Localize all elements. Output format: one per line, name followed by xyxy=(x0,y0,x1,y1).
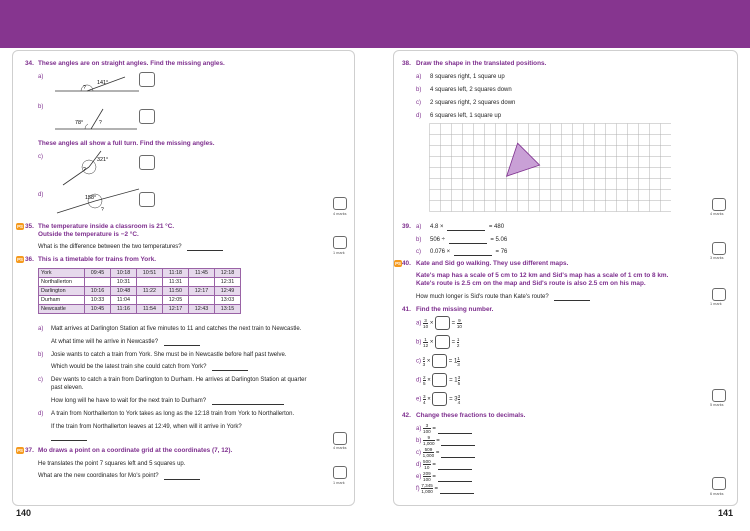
q36-c-question xyxy=(51,397,284,405)
table-row xyxy=(39,269,241,278)
q41-a xyxy=(416,316,462,330)
q36-b-answer-line[interactable] xyxy=(212,365,248,371)
q36-a-label: a) xyxy=(38,326,44,332)
table-cell: 10:45 xyxy=(85,305,111,314)
right-page xyxy=(393,50,738,506)
q36-d-answer-line[interactable] xyxy=(51,435,87,441)
q42-marks: 6 marks xyxy=(710,492,724,496)
fraction xyxy=(423,375,426,386)
q39-c-right: = 76 xyxy=(495,249,508,255)
q41-d-label: d) xyxy=(416,377,422,384)
frac-numerator: 3 xyxy=(424,317,427,323)
q35-question xyxy=(38,243,223,251)
frac-numerator: 3 xyxy=(423,393,426,399)
q41-d xyxy=(416,373,460,387)
table-cell: 12:49 xyxy=(215,287,241,296)
q35-marks: 1 mark xyxy=(333,251,345,255)
ps-flag-icon: PS xyxy=(17,257,23,262)
q39-b-right: = 5.06 xyxy=(490,237,508,243)
q34-d-label: d) xyxy=(38,192,44,198)
equals-sign: = xyxy=(449,377,453,384)
q39-number: 39. xyxy=(402,223,411,230)
table-cell: 13:15 xyxy=(215,305,241,314)
q34-a-answer-box[interactable] xyxy=(139,72,155,87)
q39-a xyxy=(430,223,504,231)
q38-a-label: a) xyxy=(416,74,422,80)
table-row xyxy=(39,287,241,296)
table-cell: Durham xyxy=(39,296,85,305)
fraction xyxy=(458,375,461,386)
q39-a-right: = 480 xyxy=(488,224,505,230)
q41-e xyxy=(416,392,460,406)
table-cell: 12:18 xyxy=(215,269,241,278)
q36-d-question: If the train from Northallerton leaves at 12:49, when will it arrive in York? xyxy=(51,424,242,430)
frac-numerator: 1 xyxy=(457,355,460,361)
q37-number: 37. xyxy=(25,447,34,454)
q41-marks: 5 marks xyxy=(710,403,724,407)
table-cell: 12:31 xyxy=(215,278,241,287)
table-cell: 10:16 xyxy=(85,287,111,296)
q39-b-left: 506 ÷ xyxy=(430,237,445,243)
table-cell: 11:04 xyxy=(111,296,137,305)
q42-f-answer-line[interactable] xyxy=(440,488,474,494)
fraction xyxy=(423,435,435,446)
table-row xyxy=(39,278,241,287)
table-cell: Darlington xyxy=(39,287,85,296)
q34-c-label: c) xyxy=(38,154,43,160)
fraction xyxy=(423,459,431,470)
fraction xyxy=(423,394,426,405)
q38-c-label: c) xyxy=(416,100,421,106)
times-sign: × xyxy=(426,358,433,365)
table-row xyxy=(39,305,241,314)
q39-a-label: a) xyxy=(416,224,422,230)
q36-c-label: c) xyxy=(38,377,43,383)
q42-marks-box[interactable] xyxy=(712,477,726,490)
q39-c-left: 0.076 × xyxy=(430,249,451,255)
triangle-shape xyxy=(507,143,540,176)
table-cell xyxy=(137,296,163,305)
q42-c xyxy=(416,447,475,458)
q34-a-angle-label: 141° xyxy=(97,80,109,86)
q38-d-text: 6 squares left, 1 square up xyxy=(430,113,502,119)
table-cell: 12:17 xyxy=(189,287,215,296)
q34-a-unknown: ? xyxy=(83,85,86,91)
table-cell: 11:50 xyxy=(163,287,189,296)
page-number-left: 140 xyxy=(16,508,32,518)
q36-marks: 4 marks xyxy=(333,446,347,450)
q41-b xyxy=(416,335,459,349)
times-sign: × xyxy=(427,377,433,384)
fraction xyxy=(421,483,433,494)
q42-f xyxy=(416,483,474,494)
q35-line2: Outside the temperature is −2 °C. xyxy=(38,231,139,238)
q42-b-answer-line[interactable] xyxy=(441,440,475,446)
table-cell xyxy=(189,278,215,287)
q38-number: 38. xyxy=(402,60,411,67)
table-cell: 11:45 xyxy=(189,269,215,278)
frac-numerator: 7,345 xyxy=(421,483,433,488)
equals-sign: = xyxy=(432,474,436,481)
q34-number: 34. xyxy=(25,60,34,67)
q40-question-text: How much longer is Sid's route than Kate's route? xyxy=(416,294,549,300)
frac-denominator: 5 xyxy=(457,380,461,386)
frac-numerator: 2 xyxy=(422,355,426,361)
frac-denominator: 100 xyxy=(423,477,431,482)
q39-b-label: b) xyxy=(416,237,422,243)
q41-b-label: b) xyxy=(416,339,422,346)
table-cell: 09:45 xyxy=(85,269,111,278)
q40-line1: Kate's map has a scale of 5 cm to 12 km and Sid's map has a scale of 1 cm to 8 km. xyxy=(416,272,669,279)
q34-a-label: a) xyxy=(38,74,44,80)
q36-b-question-text: Which would be the latest train she could catch from York? xyxy=(51,364,207,370)
q40-marks-box[interactable] xyxy=(712,288,726,301)
fraction xyxy=(423,356,426,367)
q34-marks-box[interactable] xyxy=(333,197,347,210)
q34-subtitle: These angles all show a full turn. Find the missing angles. xyxy=(38,140,215,147)
q39-c-label: c) xyxy=(416,249,421,255)
q34-d-diagram xyxy=(53,187,143,217)
table-cell: 11:18 xyxy=(163,269,189,278)
equals-sign: = xyxy=(448,358,453,365)
fraction xyxy=(457,318,462,329)
q40-number: 40. xyxy=(402,260,411,267)
ps-flag-icon: PS xyxy=(17,224,23,229)
q34-marks: 4 marks xyxy=(333,212,347,216)
q41-number: 41. xyxy=(402,306,411,313)
q36-a-answer-line[interactable] xyxy=(164,340,200,346)
table-row xyxy=(39,296,241,305)
table-cell: 11:16 xyxy=(111,305,137,314)
q34-c-diagram xyxy=(53,149,143,187)
q35-answer-line[interactable] xyxy=(187,245,223,251)
fraction xyxy=(423,471,431,482)
q40-question xyxy=(416,293,590,301)
fraction xyxy=(423,447,435,458)
timetable xyxy=(38,268,241,314)
q37-title: Mo draws a point on a coordinate grid at the coordinates (7, 12). xyxy=(38,447,233,454)
q42-b-label: b) xyxy=(416,438,422,445)
table-cell xyxy=(137,278,163,287)
frac-denominator: 4 xyxy=(423,399,426,405)
q42-a-answer-line[interactable] xyxy=(438,428,472,434)
q37-answer-line[interactable] xyxy=(164,474,200,480)
ps-flag-icon: PS xyxy=(17,448,23,453)
frac-denominator: 100 xyxy=(423,429,431,434)
times-sign: × xyxy=(429,320,435,327)
frac-denominator: 12 xyxy=(423,342,429,348)
whole-number: 1 xyxy=(454,377,458,384)
table-cell: 11:54 xyxy=(137,305,163,314)
q39-marks-box[interactable] xyxy=(712,242,726,255)
equals-sign: = xyxy=(451,339,456,346)
equals-sign: = xyxy=(436,438,440,445)
frac-denominator: 10 xyxy=(456,323,462,329)
q42-f-label: f) xyxy=(416,486,420,493)
q36-b-question xyxy=(51,363,248,371)
table-cell: 10:48 xyxy=(111,287,137,296)
table-cell xyxy=(189,296,215,305)
frac-denominator: 2 xyxy=(456,342,460,348)
q40-title: Kate and Sid go walking. They use different maps. xyxy=(416,260,569,267)
q34-b-diagram xyxy=(53,107,143,135)
equals-sign: = xyxy=(432,426,436,433)
q41-b-answer-box[interactable] xyxy=(435,335,450,349)
equals-sign: = xyxy=(435,450,440,457)
q38-d-label: d) xyxy=(416,113,422,119)
q36-a-question xyxy=(51,338,200,346)
q40-marks: 1 mark xyxy=(710,302,722,306)
frac-numerator: 500 xyxy=(423,459,431,464)
q34-c-angle-label: 321° xyxy=(97,157,109,163)
q39-b xyxy=(430,236,507,244)
frac-numerator: 3 xyxy=(423,423,431,429)
q34-c-answer-box[interactable] xyxy=(139,155,155,170)
q36-b-text: Josie wants to catch a train from York. She must be in Newcastle before half past twelve. xyxy=(51,352,287,358)
q42-d-label: d) xyxy=(416,462,422,469)
q41-title: Find the missing number. xyxy=(416,306,494,313)
q36-c-text1: Dev wants to catch a train from Darlington to Durham. He arrives at Darlington Station at quarter xyxy=(51,377,307,383)
q35-question-text: What is the difference between the two temperatures? xyxy=(38,244,182,250)
q38-a-text: 8 squares right, 1 square up xyxy=(430,74,505,80)
whole-number: 1 xyxy=(453,358,458,365)
q36-b-label: b) xyxy=(38,352,44,358)
q34-d-answer-box[interactable] xyxy=(139,192,155,207)
equals-sign: = xyxy=(449,396,453,403)
q39-c xyxy=(430,248,507,256)
table-cell: Northallerton xyxy=(39,278,85,287)
q42-c-answer-line[interactable] xyxy=(441,452,475,458)
q39-a-answer-line[interactable] xyxy=(447,225,485,231)
q39-b-answer-line[interactable] xyxy=(449,238,487,244)
q37-line1: He translates the point 7 squares left and 5 squares up. xyxy=(38,461,186,467)
q40-line2: Kate's route is 2.5 cm on the map and Sid's route is also 2.5 cm on his map. xyxy=(416,280,646,287)
times-sign: × xyxy=(429,339,435,346)
q39-marks: 3 marks xyxy=(710,256,724,260)
q41-e-label: e) xyxy=(416,396,422,403)
q38-title: Draw the shape in the translated positions. xyxy=(416,60,547,67)
frac-denominator: 3 xyxy=(422,361,426,367)
q34-b-angle-label: 78° xyxy=(75,120,84,126)
table-cell: 12:17 xyxy=(163,305,189,314)
q41-a-label: a) xyxy=(416,320,422,327)
q35-marks-box[interactable] xyxy=(333,236,347,249)
frac-numerator: 209 xyxy=(423,471,431,476)
times-sign: × xyxy=(427,396,433,403)
frac-denominator: 10 xyxy=(424,465,430,470)
table-cell xyxy=(85,278,111,287)
table-cell: 10:31 xyxy=(111,278,137,287)
q38-marks-box[interactable] xyxy=(712,198,726,211)
q42-a xyxy=(416,423,472,434)
left-page xyxy=(12,50,355,506)
fraction xyxy=(457,337,460,348)
table-cell: 10:18 xyxy=(111,269,137,278)
frac-numerator: 1 xyxy=(424,336,427,342)
q42-b xyxy=(416,435,475,446)
ps-flag-icon: PS xyxy=(395,261,401,266)
q42-e-answer-line[interactable] xyxy=(438,476,472,482)
q37-marks-box[interactable] xyxy=(333,466,347,479)
equals-sign: = xyxy=(434,486,439,493)
table-cell: York xyxy=(39,269,85,278)
q39-c-answer-line[interactable] xyxy=(454,250,492,256)
q36-c-answer-line[interactable] xyxy=(212,399,284,405)
q42-e-label: e) xyxy=(416,474,422,481)
frac-numerator: 509 xyxy=(424,447,433,452)
q36-c-text2: past eleven. xyxy=(51,385,84,391)
equals-sign: = xyxy=(451,320,456,327)
q36-marks-box[interactable] xyxy=(333,432,347,445)
table-cell: 13:03 xyxy=(215,296,241,305)
q34-d-angle-label: 158° xyxy=(85,195,97,201)
q41-marks-box[interactable] xyxy=(712,389,726,402)
table-cell: 10:51 xyxy=(137,269,163,278)
q38-marks: 4 marks xyxy=(710,212,724,216)
q36-c-question-text: How long will he have to wait for the next train to Durham? xyxy=(51,398,207,404)
frac-numerator: 2 xyxy=(423,374,426,380)
fraction xyxy=(423,318,428,329)
translation-grid[interactable] xyxy=(429,123,671,215)
q36-number: 36. xyxy=(25,256,34,263)
q34-title: These angles are on straight angles. Find the missing angles. xyxy=(38,60,225,67)
q37-question xyxy=(38,472,200,480)
frac-numerator: 9 xyxy=(423,435,435,441)
frac-denominator: 3 xyxy=(457,361,460,367)
q42-title: Change these fractions to decimals. xyxy=(416,412,526,419)
q34-b-answer-box[interactable] xyxy=(139,109,155,124)
q41-e-answer-box[interactable] xyxy=(432,392,447,406)
q41-c-label: c) xyxy=(416,358,421,365)
q38-b-label: b) xyxy=(416,87,422,93)
q36-a-text: Matt arrives at Darlington Station at five minutes to 11 and catches the next train to Newcastle. xyxy=(51,326,302,332)
table-cell: 11:31 xyxy=(163,278,189,287)
q40-answer-line[interactable] xyxy=(554,295,590,301)
q42-d-answer-line[interactable] xyxy=(438,464,472,470)
q35-line1: The temperature inside a classroom is 21 °C. xyxy=(38,223,175,230)
q42-a-label: a) xyxy=(416,426,422,433)
page-number-right: 141 xyxy=(718,508,734,518)
frac-denominator: 4 xyxy=(457,399,461,405)
q41-d-answer-box[interactable] xyxy=(432,373,447,387)
table-cell: 11:22 xyxy=(137,287,163,296)
frac-numerator: 3 xyxy=(457,393,461,399)
fraction xyxy=(423,337,428,348)
q41-a-answer-box[interactable] xyxy=(435,316,450,330)
q42-number: 42. xyxy=(402,412,411,419)
q36-d-label: d) xyxy=(38,411,44,417)
frac-numerator: 1 xyxy=(456,336,460,342)
q37-question-text: What are the new coordinates for Mo's point? xyxy=(38,473,159,479)
q34-b-unknown: ? xyxy=(99,120,102,126)
q42-e xyxy=(416,471,472,482)
q42-d xyxy=(416,459,472,470)
frac-denominator: 1,000 xyxy=(423,441,435,446)
q34-d-unknown: ? xyxy=(101,207,104,213)
frac-numerator: 3 xyxy=(457,374,461,380)
q36-d-text: A train from Northallerton to York takes as long as the 12:18 train from York to Northallerton. xyxy=(51,411,295,417)
q35-number: 35. xyxy=(25,223,34,230)
q34-c-unknown: ? xyxy=(83,167,86,173)
table-cell: 12:43 xyxy=(189,305,215,314)
q36-a-question-text: At what time will he arrive in Newcastle? xyxy=(51,339,159,345)
q34-b-label: b) xyxy=(38,104,44,110)
frac-denominator: 1,000 xyxy=(422,453,435,458)
q42-c-label: c) xyxy=(416,450,421,457)
frac-numerator: 9 xyxy=(458,317,461,323)
frac-denominator: 10 xyxy=(423,323,429,329)
q34-a-diagram xyxy=(53,69,143,97)
frac-denominator: 1,000 xyxy=(421,489,433,494)
q36-title: This is a timetable for trains from York. xyxy=(38,256,157,263)
header-band xyxy=(0,0,750,48)
q37-marks: 1 mark xyxy=(333,481,345,485)
frac-denominator: 5 xyxy=(423,380,426,386)
table-cell: 10:33 xyxy=(85,296,111,305)
fraction xyxy=(458,394,461,405)
equals-sign: = xyxy=(432,462,436,469)
q39-a-left: 4.8 × xyxy=(430,224,444,230)
table-cell: 12:05 xyxy=(163,296,189,305)
table-cell: Newcastle xyxy=(39,305,85,314)
q41-c-answer-box[interactable] xyxy=(432,354,447,368)
whole-number: 3 xyxy=(454,396,458,403)
q38-b-text: 4 squares left, 2 squares down xyxy=(430,87,512,93)
q41-c xyxy=(416,354,460,368)
q38-c-text: 2 squares right, 2 squares down xyxy=(430,100,516,106)
fraction xyxy=(423,423,431,434)
fraction xyxy=(457,356,460,367)
